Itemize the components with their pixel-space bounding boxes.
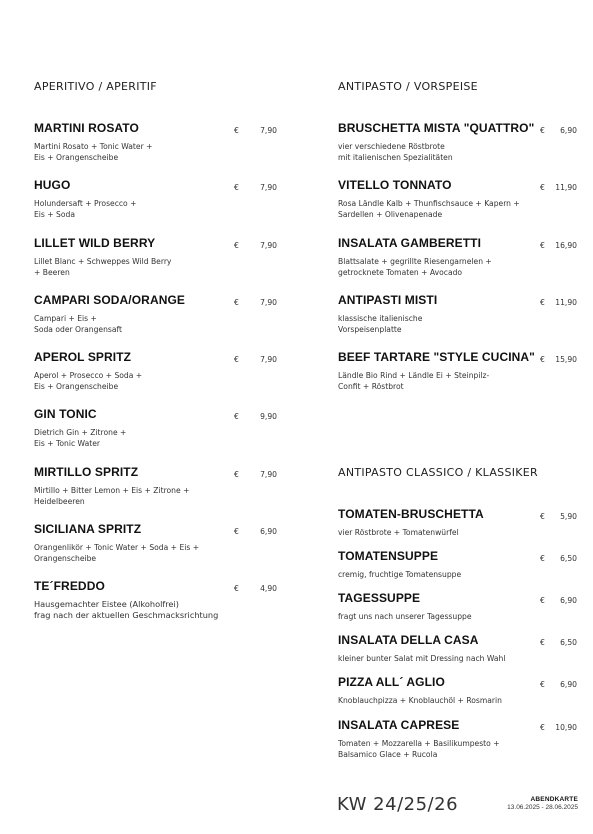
item-name: HUGO [34, 178, 71, 192]
item-description: Martini Rosato + Tonic Water + Eis + Orangenscheibe [34, 142, 153, 162]
item-name: TOMATENSUPPE [338, 549, 439, 563]
item-description: Hausgemachter Eistee (Alkoholfrei) frag nach der aktuellen Geschmacksrichtung [34, 599, 219, 620]
item-description: Ländle Bio Rind + Ländle Ei + Steinpilz- Confit + Röstbrot [338, 371, 490, 391]
menu-item [34, 522, 279, 564]
currency-symbol: € [234, 241, 239, 250]
item-description: vier Röstbrote + Tomatenwürfel [338, 528, 459, 537]
currency-symbol: € [540, 680, 545, 689]
item-price: 7,90 [260, 126, 277, 135]
item-name: CAMPARI SODA/ORANGE [34, 293, 186, 307]
menu-item [34, 465, 279, 507]
currency-symbol: € [540, 638, 545, 647]
menu-item [338, 350, 578, 392]
currency-symbol: € [540, 554, 545, 563]
item-price: 16,90 [555, 241, 577, 250]
item-description: Mirtillo + Bitter Lemon + Eis + Zitrone + Heidelbeeren [34, 486, 190, 506]
item-name: MIRTILLO SPRITZ [34, 465, 139, 479]
validity-dates: 13.06.2025 - 28.06.2025 [507, 804, 578, 811]
currency-symbol: € [234, 412, 239, 421]
item-price: 7,90 [260, 298, 277, 307]
section-title-aperitivo: APERITIVO / APERITIF [34, 80, 157, 93]
item-price: 6,90 [260, 527, 277, 536]
item-price: 11,90 [555, 298, 577, 307]
currency-symbol: € [540, 241, 545, 250]
item-price: 5,90 [560, 512, 577, 521]
item-description: Tomaten + Mozzarella + Basilikumpesto + Balsamico Glace + Rucola [338, 739, 500, 759]
item-name: INSALATA DELLA CASA [338, 633, 479, 647]
currency-symbol: € [540, 512, 545, 521]
currency-symbol: € [540, 183, 545, 192]
item-name: BEEF TARTARE "STYLE CUCINA" [338, 350, 535, 364]
menu-item [338, 178, 578, 220]
currency-symbol: € [540, 298, 545, 307]
section-title-klassiker: ANTIPASTO CLASSICO / KLASSIKER [338, 466, 538, 479]
currency-symbol: € [234, 298, 239, 307]
item-name: MARTINI ROSATO [34, 121, 139, 135]
item-price: 7,90 [260, 355, 277, 364]
item-name: SICILIANA SPRITZ [34, 522, 142, 536]
currency-symbol: € [540, 723, 545, 732]
item-description: Knoblauchpizza + Knoblauchöl + Rosmarin [338, 696, 502, 705]
currency-symbol: € [234, 584, 239, 593]
item-description: Blattsalate + gegrillte Riesengarnelen + getrocknete Tomaten + Avocado [338, 257, 492, 277]
item-price: 7,90 [260, 183, 277, 192]
menu-item [338, 633, 578, 664]
item-price: 10,90 [555, 723, 577, 732]
item-description: Lillet Blanc + Schweppes Wild Berry + Beeren [34, 257, 172, 277]
item-price: 6,90 [560, 680, 577, 689]
currency-symbol: € [540, 126, 545, 135]
item-name: TAGESSUPPE [338, 591, 421, 605]
item-description: Campari + Eis + Soda oder Orangensaft [34, 314, 123, 334]
currency-symbol: € [540, 596, 545, 605]
menu-item [34, 236, 279, 278]
currency-symbol: € [234, 183, 239, 192]
menu-item [34, 579, 279, 621]
item-price: 7,90 [260, 470, 277, 479]
item-description: Orangenlikör + Tonic Water + Soda + Eis + Orangenscheibe [34, 543, 200, 563]
menu-item [338, 675, 578, 706]
menu-item [34, 121, 279, 163]
item-description: fragt uns nach unserer Tagessuppe [338, 612, 472, 621]
menu-item [34, 350, 279, 392]
item-description: Aperol + Prosecco + Soda + Eis + Orangenscheibe [34, 371, 143, 391]
item-description: Rosa Ländle Kalb + Thunfischsauce + Kapern + Sardellen + Olivenapenade [338, 199, 520, 219]
item-price: 6,90 [560, 596, 577, 605]
item-name: TE´FREDDO [34, 579, 105, 593]
menu-item [338, 549, 578, 580]
menu-item [338, 591, 578, 622]
item-name: ANTIPASTI MISTI [338, 293, 438, 307]
menu-item [338, 718, 578, 760]
item-description: kleiner bunter Salat mit Dressing nach Wahl [338, 654, 506, 663]
item-name: VITELLO TONNATO [338, 178, 452, 192]
item-description: Dietrich Gin + Zitrone + Eis + Tonic Water [34, 428, 127, 448]
item-description: Holundersaft + Prosecco + Eis + Soda [34, 199, 137, 219]
currency-symbol: € [234, 126, 239, 135]
menu-item [338, 507, 578, 538]
item-name: LILLET WILD BERRY [34, 236, 156, 250]
item-description: klassische italienische Vorspeisenplatte [338, 314, 423, 334]
item-name: GIN TONIC [34, 407, 97, 421]
currency-symbol: € [234, 355, 239, 364]
item-name: INSALATA CAPRESE [338, 718, 460, 732]
item-price: 7,90 [260, 241, 277, 250]
menu-item [338, 236, 578, 278]
calendar-week-label: KW 24/25/26 [337, 794, 459, 815]
menu-item [34, 293, 279, 335]
item-name: APEROL SPRITZ [34, 350, 132, 364]
item-price: 9,90 [260, 412, 277, 421]
item-name: PIZZA ALL´ AGLIO [338, 675, 445, 689]
item-price: 6,90 [560, 126, 577, 135]
item-description: vier verschiedene Röstbrote mit italienischen Spezialitäten [338, 142, 453, 162]
footer-menu-label [507, 796, 578, 811]
item-price: 6,50 [560, 638, 577, 647]
menu-item [34, 178, 279, 220]
item-price: 4,90 [260, 584, 277, 593]
menu-type-label: ABENDKARTE [530, 796, 578, 803]
currency-symbol: € [540, 355, 545, 364]
menu-item [34, 407, 279, 449]
item-price: 6,50 [560, 554, 577, 563]
item-name: TOMATEN-BRUSCHETTA [338, 507, 484, 521]
item-price: 11,90 [555, 183, 577, 192]
item-price: 15,90 [555, 355, 577, 364]
menu-item [338, 121, 578, 163]
item-description: cremig, fruchtige Tomatensuppe [338, 570, 462, 579]
menu-item [338, 293, 578, 335]
item-name: BRUSCHETTA MISTA "QUATTRO" [338, 121, 535, 135]
section-title-antipasto: ANTIPASTO / VORSPEISE [338, 80, 478, 93]
item-name: INSALATA GAMBERETTI [338, 236, 481, 250]
currency-symbol: € [234, 470, 239, 479]
currency-symbol: € [234, 527, 239, 536]
